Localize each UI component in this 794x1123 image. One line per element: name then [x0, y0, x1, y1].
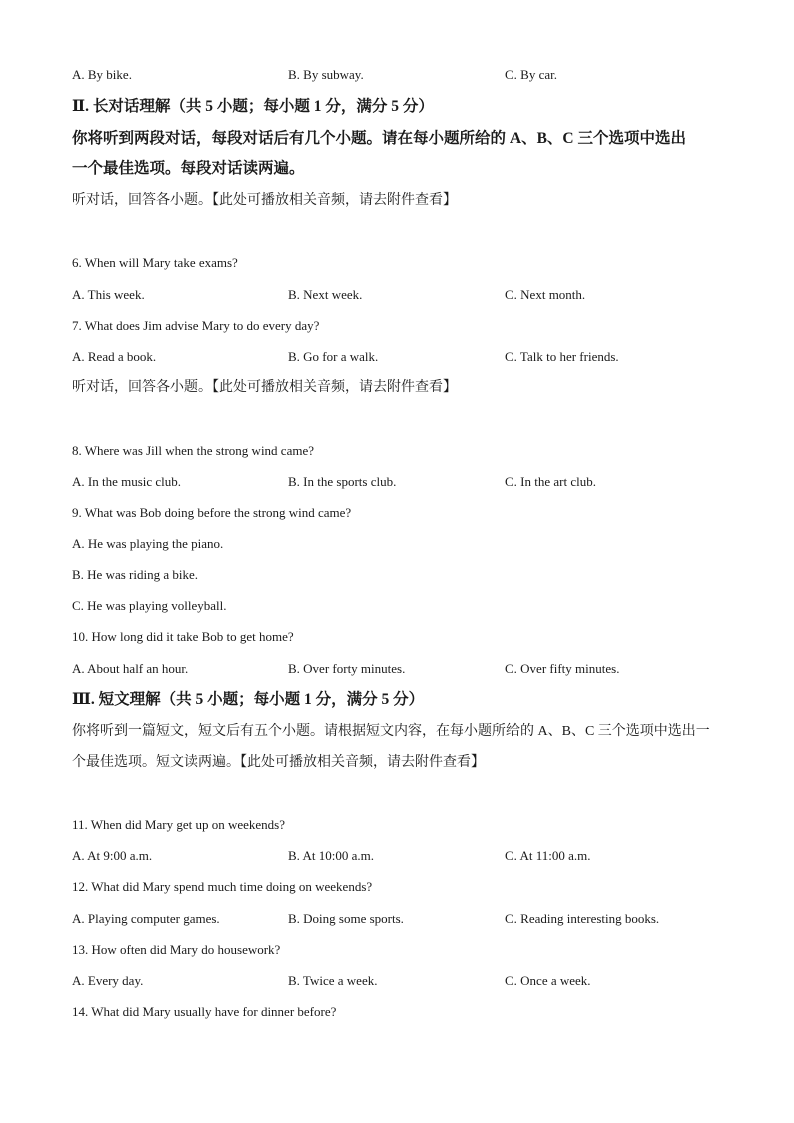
question-10-stem: 10. How long did it take Bob to get home? — [72, 629, 294, 644]
dialog1-audio-prompt: 听对话，回答各小题。【此处可播放相关音频，请去附件查看】 — [72, 193, 457, 208]
question-13-option-c: C. Once a week. — [505, 973, 591, 988]
question-11-option-a: A. At 9:00 a.m. — [72, 848, 153, 863]
question-14-stem: 14. What did Mary usually have for dinner before? — [72, 1004, 337, 1019]
question-10-option-b: B. Over forty minutes. — [288, 661, 406, 676]
question-7-option-a: A. Read a book. — [72, 349, 157, 364]
question-9-option-b: B. He was riding a bike. — [72, 567, 199, 582]
q5-option-c: C. By car. — [505, 67, 557, 82]
question-9-option-c: C. He was playing volleyball. — [72, 598, 227, 613]
section3-heading: Ⅲ. 短文理解（共 5 小题；每小题 1 分，满分 5 分） — [72, 691, 425, 708]
question-6-option-b: B. Next week. — [288, 287, 363, 302]
question-9-option-a: A. He was playing the piano. — [72, 536, 224, 551]
question-12-stem: 12. What did Mary spend much time doing on weekends? — [72, 879, 373, 894]
section2-heading: Ⅱ. 长对话理解（共 5 小题；每小题 1 分，满分 5 分） — [72, 98, 434, 115]
question-9-stem: 9. What was Bob doing before the strong wind came? — [72, 505, 352, 520]
section2-instruction-line2: 一个最佳选项。每段对话读两遍。 — [72, 160, 305, 177]
section3-instruction-line1: 你将听到一篇短文，短文后有五个小题。请根据短文内容，在每小题所给的 A、B、C 三个选项中选出一 — [72, 724, 710, 739]
question-13-option-b: B. Twice a week. — [288, 973, 378, 988]
section3-instruction-line2: 个最佳选项。短文读两遍。【此处可播放相关音频，请去附件查看】 — [72, 755, 485, 770]
question-10-option-c: C. Over fifty minutes. — [505, 661, 620, 676]
section2-instruction-line1: 你将听到两段对话，每段对话后有几个小题。请在每小题所给的 A、B、C 三个选项中选出 — [72, 130, 686, 147]
question-6-stem: 6. When will Mary take exams? — [72, 255, 238, 270]
question-8-option-a: A. In the music club. — [72, 474, 182, 489]
question-8-stem: 8. Where was Jill when the strong wind came? — [72, 443, 314, 458]
question-11-option-b: B. At 10:00 a.m. — [288, 848, 374, 863]
question-12-option-c: C. Reading interesting books. — [505, 911, 660, 926]
question-7-stem: 7. What does Jim advise Mary to do every day? — [72, 318, 320, 333]
question-11-option-c: C. At 11:00 a.m. — [505, 848, 591, 863]
question-13-option-a: A. Every day. — [72, 973, 144, 988]
question-8-option-b: B. In the sports club. — [288, 474, 397, 489]
question-13-stem: 13. How often did Mary do housework? — [72, 942, 281, 957]
q5-option-a: A. By bike. — [72, 67, 132, 82]
question-6-option-c: C. Next month. — [505, 287, 586, 302]
question-7-option-c: C. Talk to her friends. — [505, 349, 619, 364]
question-10-option-a: A. About half an hour. — [72, 661, 189, 676]
dialog2-audio-prompt: 听对话，回答各小题。【此处可播放相关音频，请去附件查看】 — [72, 380, 457, 395]
question-7-option-b: B. Go for a walk. — [288, 349, 379, 364]
q5-option-b: B. By subway. — [288, 67, 364, 82]
question-6-option-a: A. This week. — [72, 287, 145, 302]
question-12-option-b: B. Doing some sports. — [288, 911, 404, 926]
question-8-option-c: C. In the art club. — [505, 474, 596, 489]
question-12-option-a: A. Playing computer games. — [72, 911, 220, 926]
question-11-stem: 11. When did Mary get up on weekends? — [72, 817, 286, 832]
